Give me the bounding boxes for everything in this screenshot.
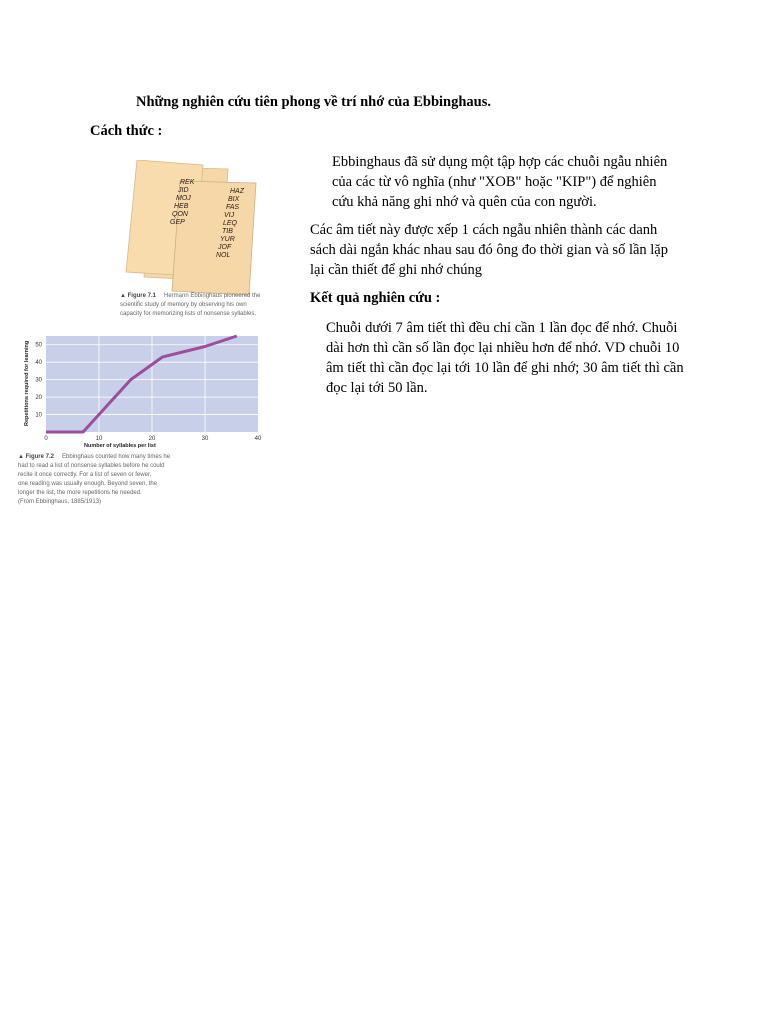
caption-line: had to read a list of nonsense syllables before he could [18,463,165,469]
card-word: HEB [174,203,189,210]
ebbinghaus-figures [14,160,294,510]
card-word: NOL [216,252,231,259]
x-axis-label: Number of syllables per list [84,443,156,449]
caption-line: recite it once correctly. For a list of seven or fewer, [18,472,152,478]
y-ticks [35,343,42,419]
y-tick-label: 50 [35,342,42,349]
card-word: BIX [228,196,240,203]
method-paragraph-1: Ebbinghaus đã sử dụng một tập hợp các chuỗi ngẫu nhiên của các từ vô nghĩa (như "XOB" hoặc "KIP") để nghiên cứu khả năng ghi nhớ và quên của con người. [332,154,668,210]
caption-line: longer the list, the more repetitions he needed. [18,490,142,496]
card-word: YUR [220,236,235,243]
y-tick-label: 30 [35,377,42,384]
card-word: QON [172,211,188,218]
syllable-cards [126,160,256,295]
card-word: GEP [170,219,185,226]
x-tick-label: 10 [95,436,103,442]
card-word: JOF [218,244,232,251]
caption-line: (From Ebbinghaus, 1885/1913) [18,499,102,505]
card-word: REK [180,179,195,186]
card-word: LEQ [223,220,238,227]
y-tick-label: 40 [35,360,42,367]
caption-line: capacity for memorizing lists of nonsense syllables. [120,311,257,317]
method-heading: Cách thức : [90,123,163,139]
card-word: VIJ [224,212,235,219]
y-axis-label: Repetitions required for learning [24,340,30,426]
x-tick-label: 40 [254,436,262,442]
card-word: FAS [226,204,240,211]
y-tick-label: 10 [35,412,42,419]
caption-line: one reading was usually enough. Beyond seven, the [18,481,158,487]
x-tick-label: 0 [44,436,48,442]
card-word: TIB [222,228,233,235]
result-paragraph: Chuỗi dưới 7 âm tiết thì đều chỉ cần 1 lần đọc để nhớ. Chuỗi dài hơn thì cần số lần đọc lại nhiều hơn để nhớ. VD chuỗi 10 âm tiết thì cần đọc lại tới 10 lần để ghi nhớ; 30 âm tiết thì cần đọc lại tới 50 lần. [326,320,684,396]
x-tick-label: 20 [148,436,156,442]
caption-line: scientific study of memory by observing his own [120,302,247,308]
page-title: Những nghiên cứu tiên phong về trí nhớ của Ebbinghaus. [136,94,492,110]
repetitions-chart [24,336,262,449]
caption-label: ▲ Figure 7.1 [120,293,156,299]
card-word: MOJ [176,195,191,202]
card-word: HAZ [230,188,244,195]
result-heading: Kết quả nghiên cứu : [310,290,441,306]
caption-line: Hermann Ebbinghaus pioneered the [164,293,261,299]
method-paragraph-2: Các âm tiết này được xếp 1 cách ngẫu nhiên thành các danh sách dài ngắn khác nhau sau đó ông đo thời gian và số lần lặp lại cần thiết để ghi nhớ chúng [310,222,668,278]
x-tick-label: 30 [201,436,209,442]
caption-label: ▲ Figure 7.2 [18,454,54,460]
x-ticks [44,436,262,442]
figure-7-1-caption [120,293,261,317]
figure-7-2-caption [18,454,171,505]
card-word: JID [178,187,189,194]
caption-line: Ebbinghaus counted how many times he [62,454,171,460]
y-tick-label: 20 [35,395,42,402]
